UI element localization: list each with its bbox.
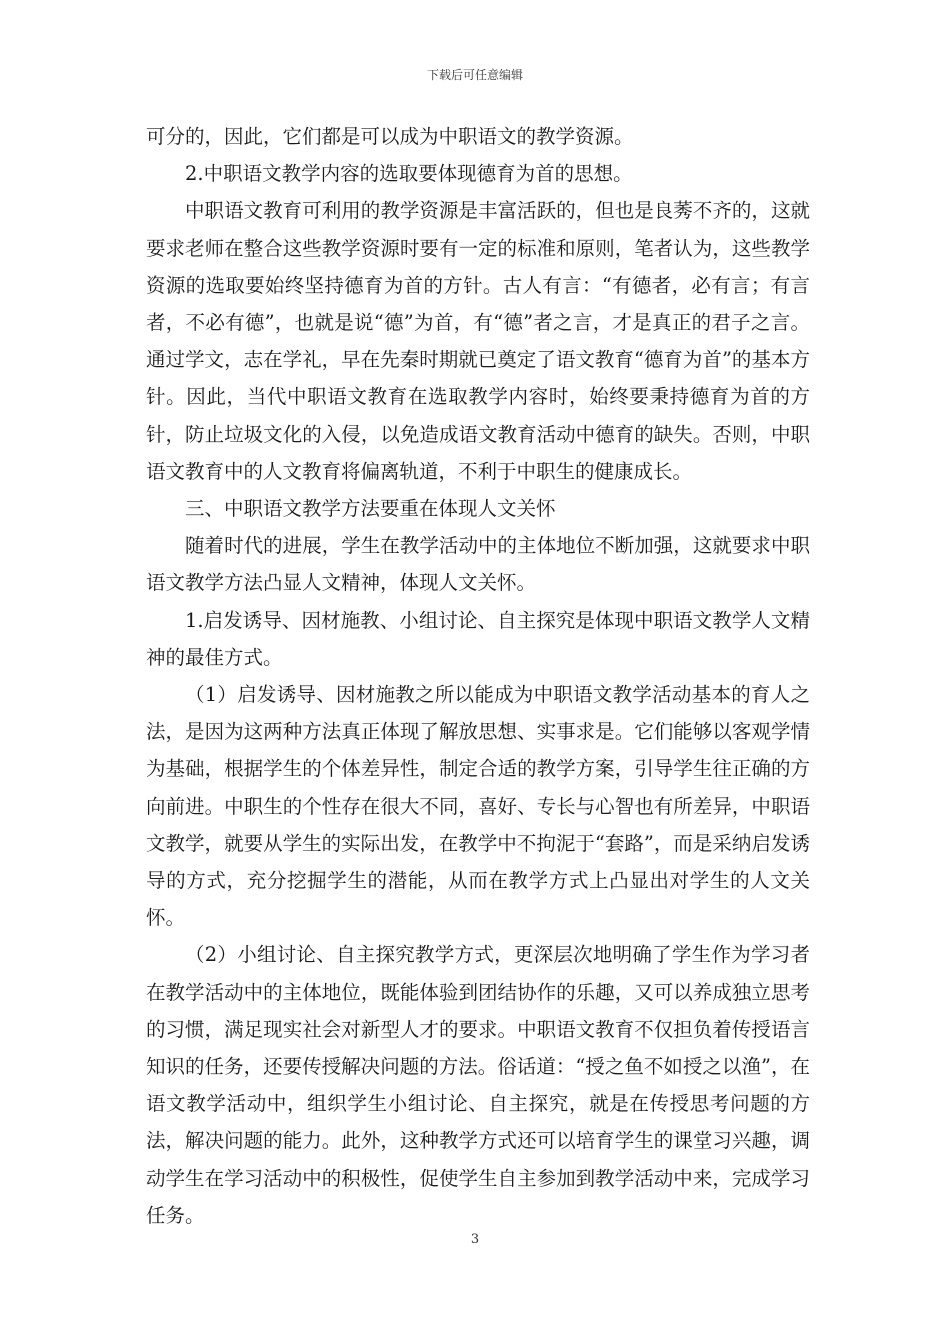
paragraph-subheading-1: 1.启发诱导、因材施教、小组讨论、自主探究是体现中职语文教学人文精神的最佳方式。: [146, 608, 810, 669]
section-heading-3: 三、中职语文教学方法要重在体现人文关怀: [185, 497, 556, 521]
paragraph-point-1: （1）启发诱导、因材施教之所以能成为中职语文教学活动基本的育人之法，是因为这两种方法真正体现了解放思想、实事求是。它们能够以客观学情为基础，根据学生的个体差异性，制定合适的教学方案，引导学生往正确的方向前进。中职生的个性存在很大不同，喜好、专长与心智也有所差异，中职语文教学，就要从学生的实际出发，在教学中不拘泥于“套路”，而是采纳启发诱导的方式，充分挖掘学生的潜能，从而在教学方式上凸显出对学生的人文关怀。: [146, 683, 810, 930]
paragraph-moral-education: 中职语文教育可利用的教学资源是丰富活跃的，但也是良莠不齐的，这就要求老师在整合这些教学资源时要有一定的标准和原则，笔者认为，这些教学资源的选取要始终坚持德育为首的方针。古人有言：“有德者，必有言；有言者，不必有德”，也就是说“德”为首，有“德”者之言，才是真正的君子之言。通过学文，志在学礼，早在先秦时期就已奠定了语文教育“德育为首”的基本方针。因此，当代中职语文教育在选取教学内容时，始终要秉持德育为首的方针，防止垃圾文化的入侵，以免造成语文教育活动中德育的缺失。否则，中职语文教育中的人文教育将偏离轨道，不利于中职生的健康成长。: [146, 199, 810, 483]
page-number: 3: [470, 1232, 480, 1247]
paragraph-point-2: （2）小组讨论、自主探究教学方式，更深层次地明确了学生作为学习者在教学活动中的主体地位，既能体验到团结协作的乐趣，又可以养成独立思考的习惯，满足现实社会对新型人才的要求。中职语文教育不仅担负着传授语言知识的任务，还要传授解决问题的方法。俗话道：“授之鱼不如授之以渔”，在语文教学活动中，组织学生小组讨论、自主探究，就是在传授思考问题的方法，解决问题的能力。此外，这种教学方式还可以培育学生的课堂习兴趣，调动学生在学习活动中的积极性，促使学生自主参加到教学活动中来，完成学习任务。: [146, 943, 810, 1227]
page-header: 下载后可任意编辑: [426, 68, 523, 82]
paragraph-humanistic-intro: 随着时代的进展，学生在教学活动中的主体地位不断加强，这就要求中职语文教学方法凸显人文精神，体现人文关怀。: [146, 534, 810, 595]
paragraph-continuation: 可分的，因此，它们都是可以成为中职语文的教学资源。: [146, 125, 634, 148]
document-body: [146, 118, 810, 1234]
paragraph-section-heading-2: 2.中职语文教学内容的选取要体现德育为首的思想。: [185, 162, 633, 186]
